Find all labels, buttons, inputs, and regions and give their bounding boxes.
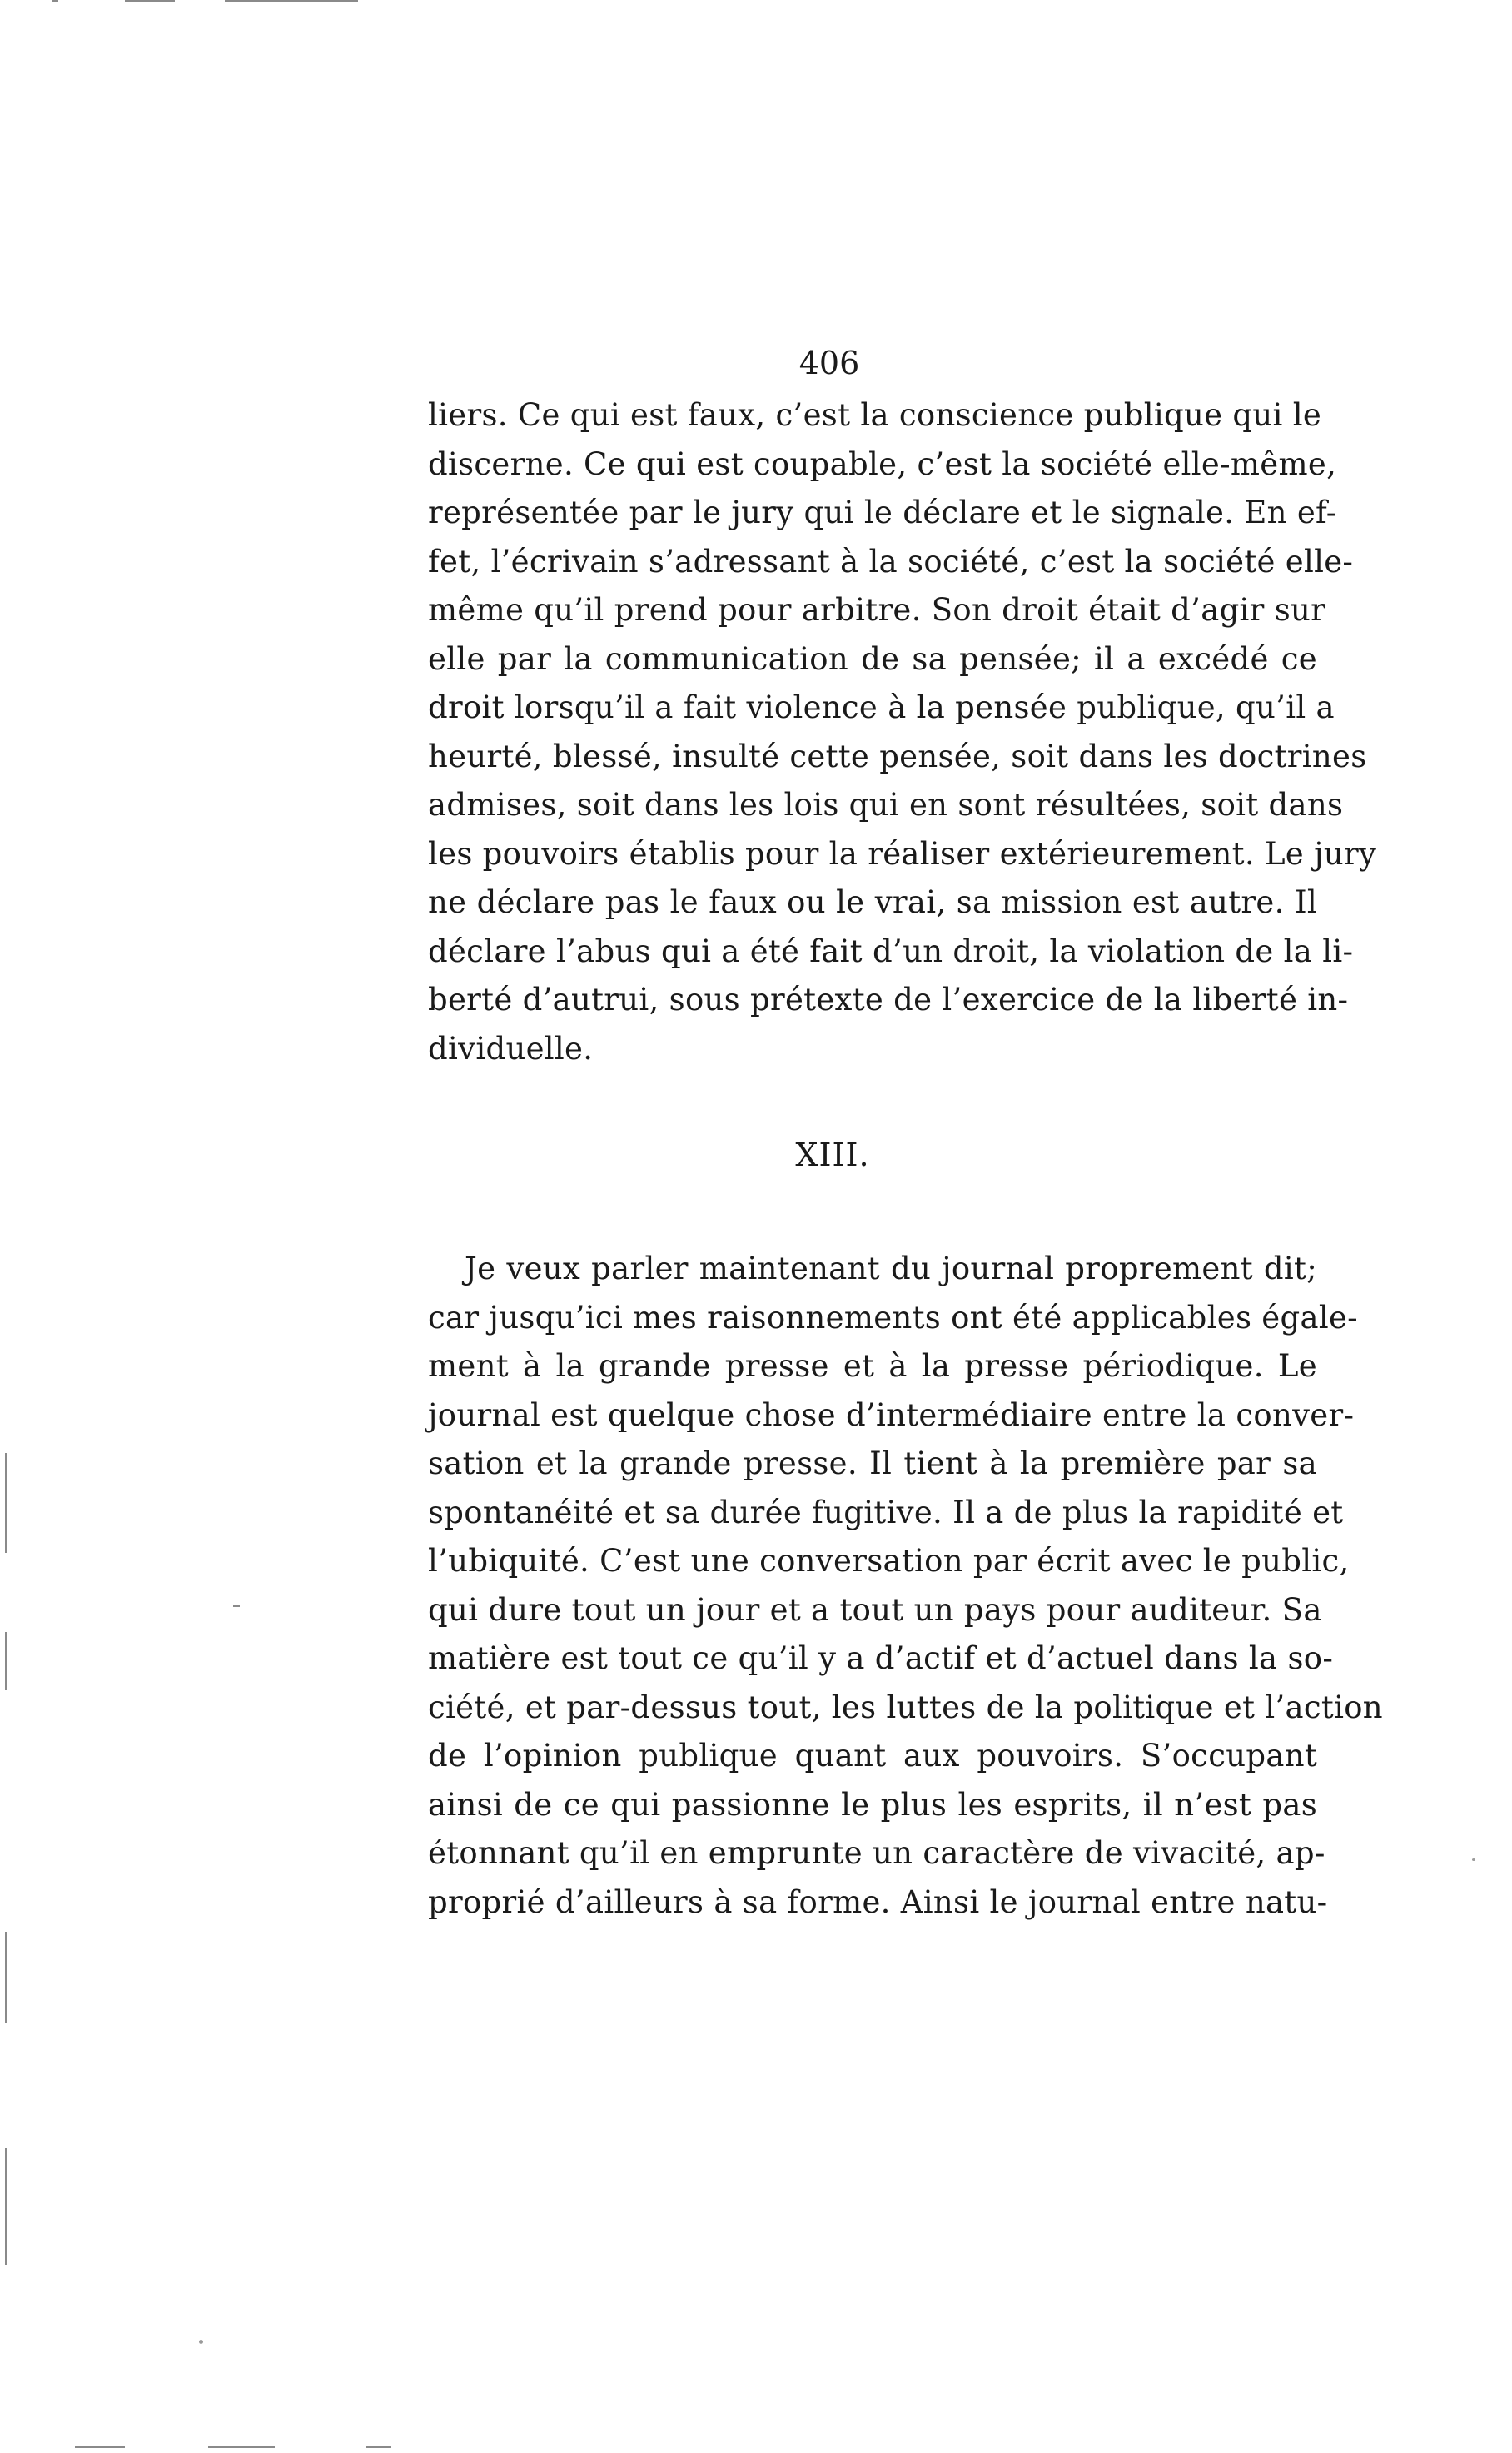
scan-edge-mark	[52, 0, 58, 2]
text-line: ne déclare pas le faux ou le vrai, sa mission est autre. Il	[428, 884, 1317, 920]
text-line: proprié d’ailleurs à sa forme. Ainsi le journal entre natu-	[428, 1883, 1328, 1920]
text-line: qui dure tout un jour et a tout un pays pour auditeur. Sa	[428, 1591, 1322, 1628]
scan-edge-mark	[5, 1632, 7, 1690]
scan-edge-mark	[125, 0, 175, 2]
text-line: déclare l’abus qui a été fait d’un droit, la violation de la li-	[428, 933, 1354, 969]
scan-edge-mark	[5, 1932, 7, 2023]
text-line: les pouvoirs établis pour la réaliser extérieurement. Le jury	[428, 835, 1377, 872]
scan-edge-mark	[233, 1605, 240, 1607]
text-line: même qu’il prend pour arbitre. Son droit était d’agir sur	[428, 592, 1326, 628]
scan-edge-mark	[5, 1453, 7, 1553]
scan-speck	[1472, 1858, 1475, 1861]
text-line: de l’opinion publique quant aux pouvoirs. S’occupant	[428, 1738, 1317, 1774]
page-number: 406	[798, 345, 860, 381]
scan-edge-mark	[75, 2446, 125, 2448]
paragraph-new	[428, 1245, 1383, 1927]
text-line: heurté, blessé, insulté cette pensée, soit dans les doctrines	[428, 738, 1367, 774]
text-line: Je veux parler maintenant du journal proprement dit;	[465, 1251, 1317, 1286]
text-line: sation et la grande presse. Il tient à la première par sa	[428, 1445, 1317, 1481]
scan-edge-mark	[208, 2446, 275, 2448]
text-line: fet, l’écrivain s’adressant à la société, c’est la société elle-	[428, 543, 1354, 580]
text-line: admises, soit dans les lois qui en sont résultées, soit dans	[428, 787, 1344, 823]
text-line: ciété, et par-dessus tout, les luttes de la politique et l’action	[428, 1689, 1383, 1725]
paragraph-continued	[428, 391, 1377, 1073]
text-line: discerne. Ce qui est coupable, c’est la société elle-même,	[428, 445, 1337, 482]
text-line: journal est quelque chose d’intermédiaire entre la conver-	[428, 1396, 1355, 1433]
text-line: liers. Ce qui est faux, c’est la conscience publique qui le	[428, 397, 1322, 433]
scan-speck	[199, 2340, 203, 2344]
text-line: matière est tout ce qu’il y a d’actif et d’actuel dans la so-	[428, 1640, 1334, 1676]
text-line: ainsi de ce qui passionne le plus les esprits, il n’est pas	[428, 1786, 1317, 1823]
text-line: étonnant qu’il en emprunte un caractère de vivacité, ap-	[428, 1835, 1325, 1871]
text-line: l’ubiquité. C’est une conversation par écrit avec le public,	[428, 1543, 1350, 1579]
text-line: représentée par le jury qui le déclare et le signale. En ef-	[428, 495, 1337, 530]
section-heading: XIII.	[795, 1137, 870, 1173]
text-line: dividuelle.	[428, 1030, 594, 1067]
text-line: ment à la grande presse et à la presse périodique. Le	[428, 1348, 1317, 1384]
text-line: berté d’autrui, sous prétexte de l’exercice de la liberté in-	[428, 982, 1349, 1018]
scan-edge-mark	[225, 0, 358, 2]
scan-edge-mark	[366, 2446, 391, 2448]
scan-edge-mark	[5, 2148, 7, 2265]
text-line: spontanéité et sa durée fugitive. Il a de plus la rapidité et	[428, 1494, 1344, 1530]
text-line: droit lorsqu’il a fait violence à la pensée publique, qu’il a	[428, 689, 1335, 725]
text-line: elle par la communication de sa pensée; il a excédé ce	[428, 640, 1317, 677]
text-line: car jusqu’ici mes raisonnements ont été applicables égale-	[428, 1299, 1358, 1336]
